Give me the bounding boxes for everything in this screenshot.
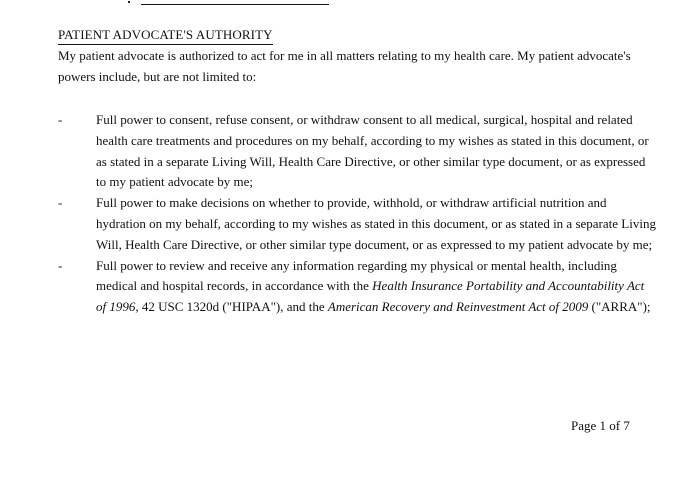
list-item [58, 193, 658, 255]
powers-list [58, 110, 658, 318]
list-item-text: Full power to consent, refuse consent, or withdraw consent to all medical, surgical, hospital and related health care treatments and procedures on my behalf, according to my wishes as stated in this document, or as stated in a separate Living Will, Health Care Directive, or other similar type document, or as expressed to my patient advocate by me; [96, 112, 649, 190]
section-heading: PATIENT ADVOCATE'S AUTHORITY [58, 27, 273, 45]
text-segment: 42 USC 1320d ("HIPAA"), and the [138, 299, 328, 315]
law-title-arra: American Recovery and Reinvestment Act of 2009 [327, 299, 589, 315]
list-item-text [96, 256, 656, 318]
text-segment: Full power to review and receive any information regarding my physical or mental health, including medical and hospital records, in accordance with the [96, 257, 617, 294]
page-number: Page 1 of 7 [571, 418, 630, 433]
top-mark [128, 1, 130, 3]
list-dash: - [58, 112, 63, 127]
text-segment: ("ARRA"); [588, 299, 651, 315]
list-item [58, 256, 658, 318]
law-title-hipaa: Health Insurance Portability and Accountability Act of 1996, [96, 278, 645, 315]
list-dash: - [58, 195, 63, 211]
section-intro: My patient advocate is authorized to act for me in all matters relating to my health care. My patient advocate's powers include, but are not limited to: [58, 48, 631, 84]
signature-line [141, 4, 329, 5]
list-item-text: Full power to make decisions on whether to provide, withhold, or withdraw artificial nutrition and hydration on my behalf, according to my wishes as stated in this document, or as stated in a separate Living Will, Health Care Directive, or other similar type document, or as expressed to my patient advocate by me; [96, 195, 656, 252]
list-dash: - [58, 257, 63, 273]
list-item [58, 110, 658, 193]
